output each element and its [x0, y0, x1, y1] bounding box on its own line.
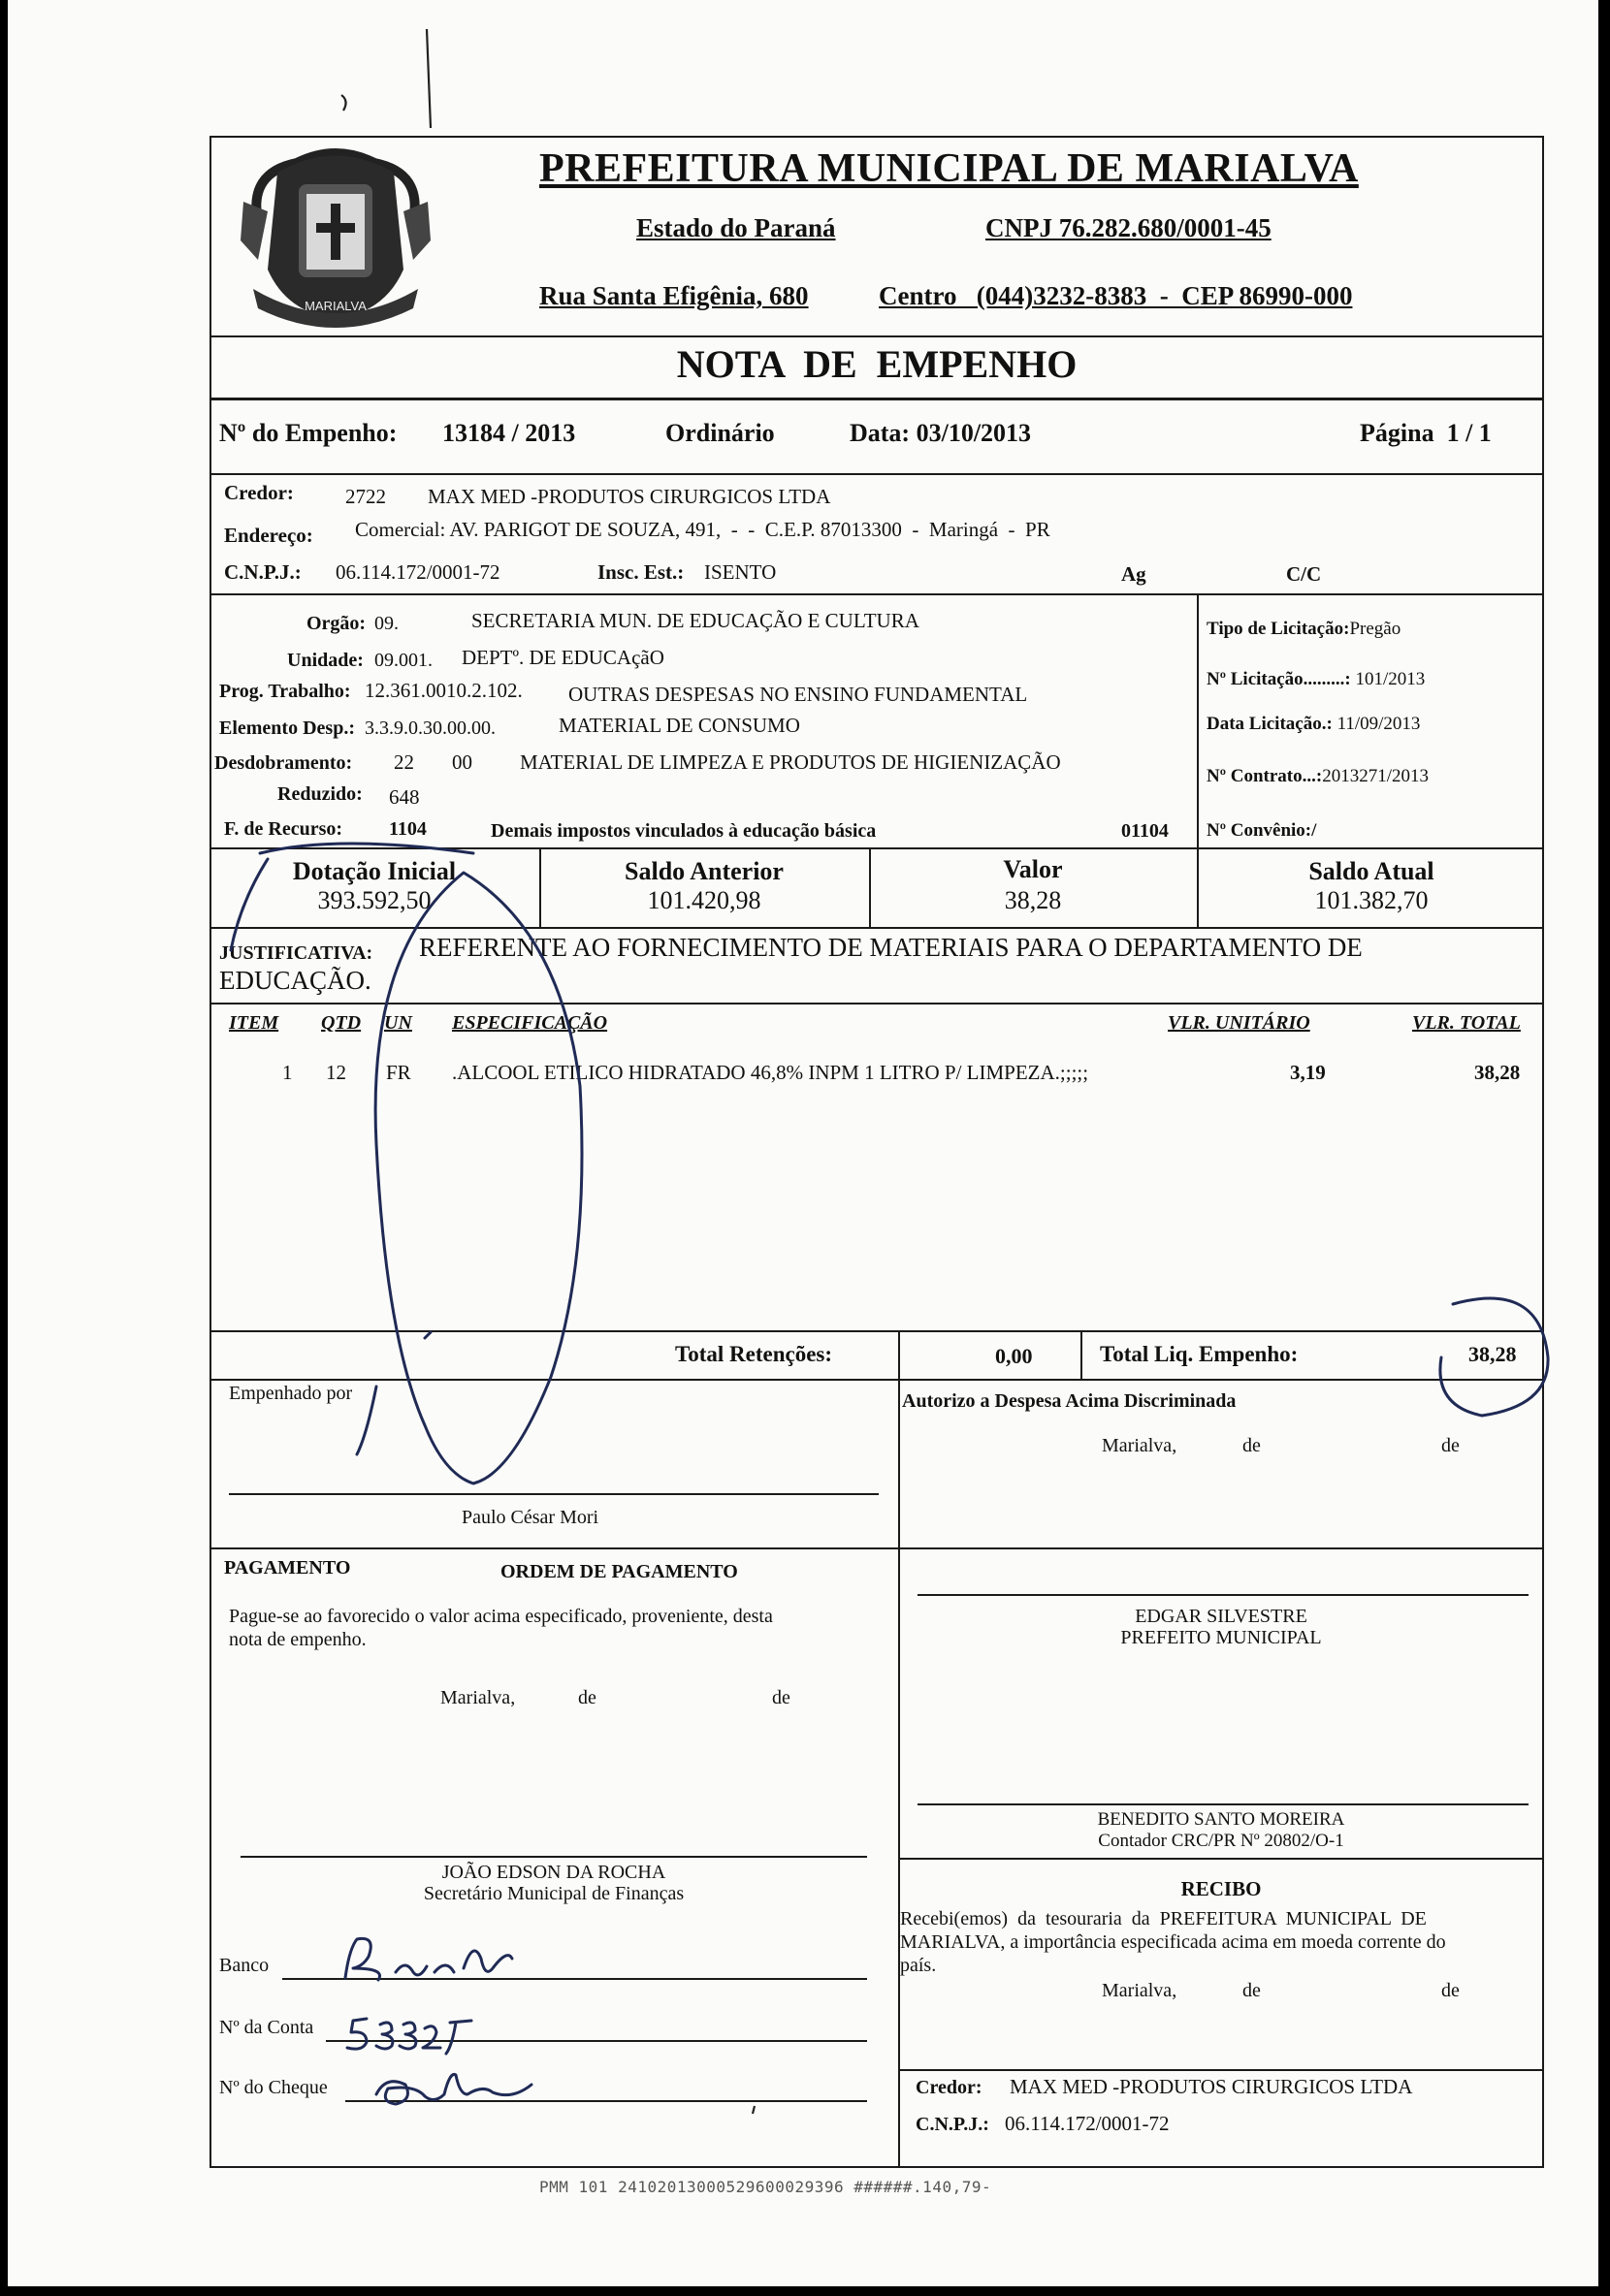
- col-unit-value: VLR. UNITÁRIO: [1168, 1012, 1310, 1034]
- credor-label: Credor:: [224, 481, 294, 504]
- pague-de2: de: [772, 1687, 790, 1708]
- prog-label: Prog. Trabalho:: [219, 681, 351, 702]
- desdobramento-a: 22: [394, 750, 414, 774]
- saldo-atual-label: Saldo Atual: [1308, 857, 1434, 885]
- signature-loop: [375, 873, 582, 1483]
- recibo-cnpj-label: C.N.P.J.:: [916, 2114, 989, 2135]
- recibo-credor-name: MAX MED -PRODUTOS CIRURGICOS LTDA: [1010, 2075, 1413, 2098]
- valor-label: Valor: [1003, 855, 1063, 883]
- empenho-number: 13184 / 2013: [442, 419, 576, 447]
- row-unit-value: 3,19: [1290, 1061, 1326, 1084]
- secretario-title: Secretário Municipal de Finanças: [423, 1883, 685, 1904]
- credor-cnpj: 06.114.172/0001-72: [336, 560, 500, 584]
- liquido-label: Total Liq. Empenho:: [1100, 1342, 1299, 1366]
- contract-number: Nº Contrato...:2013271/2013: [1207, 766, 1429, 786]
- orgao-label: Orgão:: [306, 613, 367, 634]
- pague-text-2: nota de empenho.: [229, 1629, 367, 1650]
- desdobramento-name: MATERIAL DE LIMPEZA E PRODUTOS DE HIGIENIZAÇÃO: [520, 750, 1061, 774]
- empenhado-por-label: Empenhado por: [229, 1383, 353, 1404]
- autorizo-de2: de: [1441, 1435, 1460, 1456]
- licitacao-type: Tipo de Licitação:Pregão: [1207, 619, 1401, 639]
- credor-name: MAX MED -PRODUTOS CIRURGICOS LTDA: [428, 485, 831, 508]
- credor-address: Comercial: AV. PARIGOT DE SOUZA, 491, - - C.E.P. 87013300 - Maringá - PR: [355, 518, 1050, 541]
- prog-name: OUTRAS DESPESAS NO ENSINO FUNDAMENTAL: [568, 683, 1028, 706]
- row-item: 1: [282, 1061, 293, 1084]
- col-qtd: QTD: [321, 1012, 362, 1034]
- contador-title: Contador CRC/PR Nº 20802/O-1: [1098, 1831, 1344, 1851]
- liquido-value: 38,28: [1468, 1342, 1517, 1366]
- pague-city: Marialva,: [440, 1687, 516, 1708]
- total-circle: [1440, 1298, 1548, 1416]
- credor-code: 2722: [345, 485, 386, 508]
- col-total-value: VLR. TOTAL: [1412, 1012, 1521, 1034]
- secretario-name: JOÃO EDSON DA ROCHA: [441, 1862, 666, 1883]
- recibo-text-1: Recebi(emos) da tesouraria da PREFEITURA MUNICIPAL DE: [900, 1908, 1427, 1929]
- credor-cnpj-label: C.N.P.J.:: [224, 560, 302, 584]
- row-total-value: 38,28: [1474, 1061, 1521, 1084]
- col-item: ITEM: [229, 1012, 279, 1034]
- justificativa-line1: REFERENTE AO FORNECIMENTO DE MATERIAIS PARA O DEPARTAMENTO DE: [419, 933, 1363, 962]
- recibo-de1: de: [1242, 1980, 1261, 2001]
- elemento-name: MATERIAL DE CONSUMO: [559, 714, 800, 737]
- recurso-code: 1104: [389, 818, 427, 840]
- unidade-name: DEPTº. DE EDUCAçãO: [462, 646, 664, 669]
- prefeito-title: PREFEITO MUNICIPAL: [1120, 1627, 1322, 1648]
- svg-text:MARIALVA: MARIALVA: [305, 299, 367, 313]
- saldo-anterior-value: 101.420,98: [647, 886, 761, 914]
- address-label: Endereço:: [224, 524, 313, 547]
- desdobramento-label: Desdobramento:: [214, 752, 353, 774]
- pague-de1: de: [578, 1687, 596, 1708]
- row-qtd: 12: [326, 1061, 346, 1084]
- municipality-title: PREFEITURA MUNICIPAL DE MARIALVA: [539, 146, 1359, 191]
- document-title: NOTA DE EMPENHO: [676, 342, 1078, 386]
- licitacao-number: Nº Licitação.........: 101/2013: [1207, 669, 1426, 689]
- empenho-type: Ordinário: [665, 419, 775, 447]
- valor-value: 38,28: [1004, 886, 1062, 914]
- mori-name: Paulo César Mori: [462, 1507, 599, 1528]
- street-address: Rua Santa Efigênia, 680: [539, 281, 809, 310]
- convenio-number: Nº Convênio:/: [1207, 820, 1317, 841]
- empenho-date: Data: 03/10/2013: [850, 419, 1032, 447]
- reduzido-label: Reduzido:: [277, 783, 363, 805]
- empenho-number-label: Nº do Empenho:: [219, 419, 398, 447]
- account-label: C/C: [1286, 562, 1322, 586]
- justificativa-line2: EDUCAÇÃO.: [219, 966, 371, 995]
- licitacao-date: Data Licitação.: 11/09/2013: [1207, 714, 1421, 734]
- agency-label: Ag: [1121, 562, 1146, 586]
- dotacao-label: Dotação Inicial: [292, 857, 457, 885]
- footer-bank-code: PMM 101 24102013000529600029396 ######.140,79-: [539, 2178, 992, 2196]
- orgao-name: SECRETARIA MUN. DE EDUCAÇÃO E CULTURA: [471, 609, 919, 632]
- page-number: Página 1 / 1: [1360, 419, 1492, 447]
- address-rest: Centro (044)3232-8383 - CEP 86990-000: [879, 281, 1353, 310]
- pagamento-label: PAGAMENTO: [224, 1557, 351, 1578]
- justificativa-label: JUSTIFICATIVA:: [219, 942, 373, 964]
- unidade-label: Unidade:: [287, 650, 364, 671]
- recibo-cnpj: 06.114.172/0001-72: [1005, 2112, 1170, 2135]
- autorizo-de1: de: [1242, 1435, 1261, 1456]
- col-spec: ESPECIFICAÇÃO: [452, 1012, 608, 1034]
- contador-name: BENEDITO SANTO MOREIRA: [1097, 1809, 1345, 1830]
- insc-value: ISENTO: [704, 560, 777, 584]
- banco-label: Banco: [219, 1955, 270, 1976]
- conta-handwriting: [347, 2019, 471, 2054]
- cheque-label: Nº do Cheque: [219, 2077, 328, 2098]
- conta-label: Nº da Conta: [219, 2017, 314, 2038]
- recibo-de2: de: [1441, 1980, 1460, 2001]
- state-name: Estado do Paraná: [636, 213, 836, 242]
- dotacao-value: 393.592,50: [317, 886, 432, 914]
- recurso-code-full: 01104: [1121, 820, 1169, 842]
- row-spec: .ALCOOL ETILICO HIDRATADO 46,8% INPM 1 LITRO P/ LIMPEZA.;;;;;: [452, 1061, 1089, 1084]
- cheque-handwriting: [376, 2074, 531, 2104]
- insc-label: Insc. Est.:: [597, 560, 685, 584]
- retencoes-value: 0,00: [995, 1344, 1033, 1368]
- recibo-text-2: MARIALVA, a importância especificada acima em moeda corrente do: [900, 1931, 1446, 1953]
- recibo-text-3: país.: [900, 1955, 937, 1976]
- ordem-label: ORDEM DE PAGAMENTO: [500, 1561, 738, 1582]
- banco-handwriting: [345, 1938, 512, 1980]
- autorizo-city: Marialva,: [1102, 1435, 1177, 1456]
- desdobramento-b: 00: [452, 750, 472, 774]
- municipality-cnpj: CNPJ 76.282.680/0001-45: [985, 213, 1272, 242]
- document-page: [8, 0, 1598, 2286]
- recurso-name: Demais impostos vinculados à educação básica: [491, 820, 877, 842]
- unidade-code: 09.001.: [374, 650, 433, 671]
- recibo-city: Marialva,: [1102, 1980, 1177, 2001]
- autorizo-label: Autorizo a Despesa Acima Discriminada: [902, 1390, 1237, 1412]
- saldo-anterior-label: Saldo Anterior: [625, 857, 784, 885]
- saldo-atual-value: 101.382,70: [1314, 886, 1429, 914]
- prog-code: 12.361.0010.2.102.: [365, 679, 523, 702]
- recibo-credor-label: Credor:: [916, 2077, 982, 2098]
- row-un: FR: [386, 1061, 411, 1084]
- pague-text-1: Pague-se ao favorecido o valor acima especificado, proveniente, desta: [229, 1606, 773, 1627]
- recibo-title: RECIBO: [1180, 1877, 1262, 1900]
- retencoes-label: Total Retenções:: [675, 1342, 833, 1366]
- handwritten-annotations: [8, 0, 1598, 2286]
- prefeito-name: EDGAR SILVESTRE: [1135, 1606, 1307, 1627]
- col-un: UN: [384, 1012, 412, 1034]
- elemento-label: Elemento Desp.:: [219, 718, 355, 739]
- elemento-code: 3.3.9.0.30.00.00.: [365, 718, 496, 739]
- recurso-label: F. de Recurso:: [224, 818, 343, 840]
- reduzido-value: 648: [389, 785, 420, 809]
- orgao-code: 09.: [374, 613, 399, 634]
